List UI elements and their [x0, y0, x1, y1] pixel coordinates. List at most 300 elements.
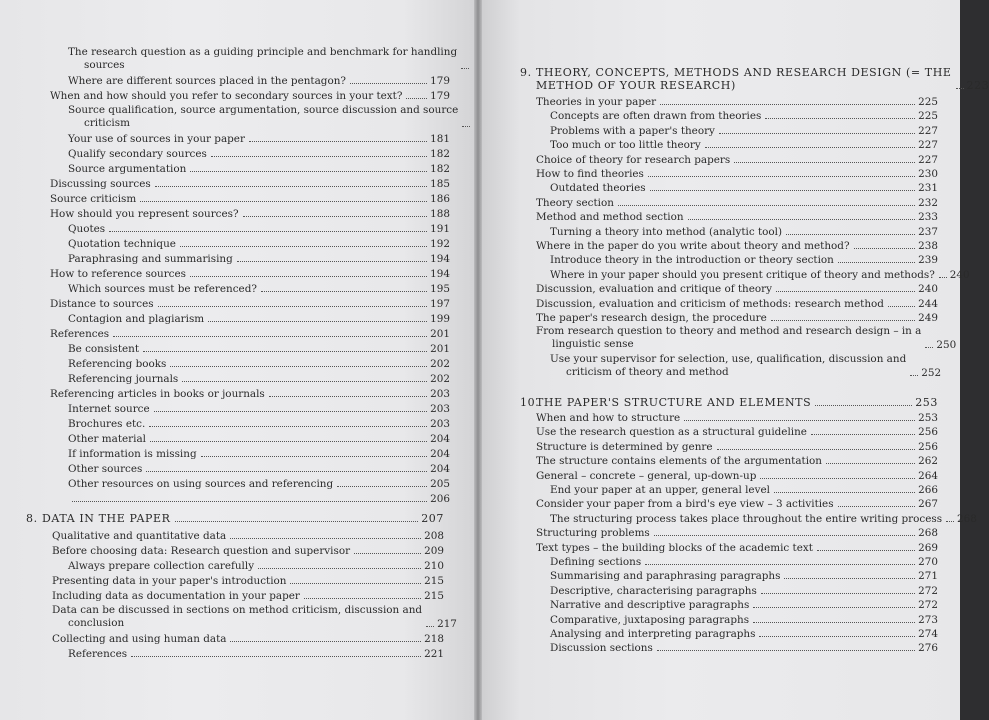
toc-entry: [50, 415, 450, 430]
toc-entry: [536, 323, 957, 352]
entry-title: [550, 484, 770, 496]
dot-leader: [910, 374, 918, 376]
page-number: 253: [918, 412, 938, 424]
entry-title: [536, 154, 730, 166]
entry-title-text: Method and method section: [536, 211, 684, 224]
entry-title-text: Analysing and interpreting paragraphs: [550, 628, 756, 640]
toc-entry: [26, 587, 444, 602]
toc-entry: [50, 145, 450, 160]
entry-title: [536, 542, 813, 554]
entry-title-text: How should you represent sources?: [50, 208, 239, 220]
entry-title-text: Always prepare collection carefully: [68, 560, 255, 572]
entry-title: [68, 648, 127, 660]
dot-leader: [888, 305, 915, 307]
entry-title-text: Including data as documentation in your paper: [52, 590, 300, 602]
dot-leader: [650, 189, 916, 191]
toc-entry: [536, 409, 938, 424]
page-number: 232: [918, 196, 938, 209]
toc-entry: [536, 611, 938, 626]
page-number: 202: [430, 358, 450, 370]
entry-title: [536, 168, 644, 180]
dot-leader: [146, 470, 427, 472]
page-number: 215: [424, 590, 444, 602]
entry-title-text: Which sources must be referenced?: [68, 283, 257, 295]
toc-entry: [536, 438, 938, 453]
toc-entry: [50, 460, 450, 475]
dot-leader: [815, 404, 912, 406]
dot-leader: [688, 218, 916, 220]
page-number: 192: [430, 238, 450, 250]
entry-title-line1: From research question to theory and method and research design – in a: [536, 325, 922, 338]
page-number: 201: [430, 328, 450, 340]
toc-entry: [50, 72, 450, 87]
page-number: 204: [430, 463, 450, 475]
entry-title: [68, 133, 245, 145]
dot-leader: [175, 520, 419, 522]
dot-leader: [140, 200, 427, 202]
page-number: 194: [430, 268, 450, 280]
page-number: 215: [424, 575, 444, 587]
entry-title: [52, 575, 286, 587]
entry-title: [550, 513, 942, 525]
entry-title-text: Contagion and plagiarism: [68, 313, 205, 325]
page-number: 204: [430, 448, 450, 460]
dot-leader: [660, 103, 915, 105]
entry-title: [50, 328, 109, 340]
entry-title-text: If information is missing: [68, 448, 197, 460]
toc-entry: [26, 542, 444, 557]
toc-entry: [50, 445, 450, 460]
dot-leader: [426, 625, 434, 627]
entry-title: [68, 418, 145, 430]
entry-title: [68, 433, 146, 445]
dot-leader: [925, 346, 933, 348]
entry-title: [536, 211, 684, 223]
dot-leader: [72, 500, 427, 502]
dot-leader: [201, 455, 428, 457]
page-number: 233: [918, 211, 938, 224]
dot-leader: [719, 132, 915, 134]
page-number: 276: [918, 642, 938, 655]
entry-title-text: Source argumentation: [68, 163, 187, 175]
entry-title-text: Discussion sections: [550, 642, 653, 655]
dot-leader: [657, 649, 915, 651]
dot-leader: [776, 290, 915, 292]
page-number: 227: [918, 139, 938, 152]
entry-title: [550, 125, 715, 137]
chapter-heading: [520, 394, 938, 409]
entry-title-text: Other material: [68, 433, 146, 445]
page-number: 231: [918, 182, 938, 195]
entry-title: [536, 441, 713, 453]
entry-title-text: Defining sections: [550, 556, 642, 568]
dot-leader: [811, 433, 915, 435]
toc-entry: [536, 208, 938, 223]
dot-leader: [817, 549, 915, 551]
entry-title: [536, 312, 767, 324]
right-page: [482, 0, 989, 720]
toc-entry: [50, 44, 458, 72]
entry-title-text: Where in the paper do you write about theory and method?: [536, 240, 850, 252]
entry-title: [68, 358, 166, 370]
page-number: 201: [430, 343, 450, 355]
page-number: 249: [918, 312, 938, 324]
entry-title-line2: METHOD OF YOUR RESEARCH): [536, 79, 736, 92]
toc-entry: [50, 102, 459, 130]
page-number: 221: [424, 648, 444, 660]
toc-entry: [536, 553, 938, 568]
entry-title-line2: criticism of theory and method: [566, 365, 729, 378]
page-number: 203: [430, 388, 450, 400]
page-number: 272: [918, 584, 938, 597]
dot-leader: [760, 477, 915, 479]
toc-entry: [50, 325, 450, 340]
dot-leader: [645, 563, 915, 565]
entry-title-text: Comparative, juxtaposing paragraphs: [550, 613, 750, 626]
toc-entry: [50, 220, 450, 235]
entry-title: [68, 75, 346, 87]
toc-entry: [26, 645, 444, 660]
entry-title-text: Paraphrasing and summarising: [68, 253, 233, 265]
page-number: 206: [430, 493, 450, 505]
toc-entry: [536, 524, 938, 539]
entry-title-line1: The research question as a guiding principle and benchmark for handling: [68, 46, 458, 58]
entry-title-text: Your use of sources in your paper: [68, 133, 245, 145]
dot-leader: [753, 606, 915, 608]
toc-entry: [536, 582, 938, 597]
page-number: 179: [430, 90, 450, 102]
entry-title: [550, 254, 834, 266]
page-number: 223: [966, 79, 989, 92]
toc-entry: [50, 87, 450, 102]
toc-entry: [50, 235, 450, 250]
toc-entry: [536, 280, 938, 295]
dot-leader: [190, 170, 427, 172]
entry-title: [50, 90, 402, 102]
page-number: 203: [430, 418, 450, 430]
entry-title-text: The structure contains elements of the argumentation: [536, 455, 823, 468]
entry-title: [536, 412, 680, 424]
toc-entry: [50, 370, 450, 385]
toc-entry: [536, 625, 938, 640]
dot-leader: [826, 462, 915, 464]
toc-entry: [536, 223, 938, 238]
page-number: 270: [918, 556, 938, 568]
toc-entry: [536, 351, 942, 379]
toc-entry: [50, 190, 450, 205]
dot-leader: [243, 215, 428, 217]
toc-entry: [50, 385, 450, 400]
page-number: 181: [430, 133, 450, 145]
toc-entry: [536, 467, 938, 482]
toc-entry: [50, 280, 450, 295]
page-number: 272: [918, 599, 938, 612]
dot-leader: [759, 635, 915, 637]
entry-title-text: Referencing articles in books or journals: [50, 388, 265, 400]
entry-title: [68, 313, 204, 325]
page-number: 218: [424, 633, 444, 645]
entry-title: [536, 96, 656, 108]
entry-title-line2: sources: [84, 59, 125, 71]
entry-title: [50, 208, 239, 220]
toc-entry: [536, 93, 938, 108]
page-number: 202: [430, 373, 450, 385]
dot-leader: [946, 520, 954, 522]
toc-entry: [536, 266, 970, 281]
page-number: 264: [918, 469, 938, 482]
entry-title: [26, 513, 171, 525]
entry-title: [52, 604, 422, 630]
toc-entry: [536, 510, 977, 525]
dot-leader: [406, 97, 427, 99]
entry-title-line2: linguistic sense: [552, 338, 634, 351]
entry-title-text: References: [68, 648, 128, 660]
page-number: 207: [421, 512, 444, 525]
page-number: 273: [918, 613, 938, 626]
page-number: 271: [918, 570, 938, 583]
entry-title: [550, 182, 646, 194]
toc-entry: [536, 237, 938, 252]
book-spine: [474, 0, 482, 720]
dot-leader: [774, 491, 915, 493]
entry-title: [68, 343, 139, 355]
page-number: 267: [918, 498, 938, 511]
entry-title-text: THE PAPER'S STRUCTURE AND ELEMENTS: [536, 396, 812, 409]
toc-entry: [536, 194, 938, 209]
dot-leader: [150, 440, 427, 442]
entry-title-text: Brochures etc.: [68, 418, 146, 430]
entry-title: [50, 388, 265, 400]
dot-leader: [784, 577, 915, 579]
page-number: 199: [430, 313, 450, 325]
entry-title: [536, 197, 614, 209]
page-number: 274: [918, 628, 938, 640]
entry-title-text: Source criticism: [50, 193, 137, 205]
entry-title-text: End your paper at an upper, general level: [550, 484, 770, 496]
entry-title-text: Turning a theory into method (analytic tool): [550, 225, 783, 238]
toc-entry: [50, 400, 450, 415]
entry-title-text: Text types – the building blocks of the academic text: [536, 541, 813, 554]
entry-title: [536, 325, 921, 351]
entry-title: [536, 426, 807, 438]
dot-leader: [618, 204, 915, 206]
dot-leader: [771, 319, 915, 321]
toc-entry: [536, 251, 938, 266]
entry-title: [536, 470, 756, 482]
entry-title-text: Where are different sources placed in the pentagon?: [68, 75, 346, 87]
dot-leader: [648, 175, 915, 177]
entry-title: [52, 545, 350, 557]
entry-title: [536, 240, 850, 252]
chapter-number: 10.: [520, 396, 540, 409]
toc-entry: [50, 475, 450, 490]
dot-leader: [143, 350, 427, 352]
toc-entry: [26, 572, 444, 587]
entry-title-text: Discussion, evaluation and criticism of methods: research method: [536, 297, 884, 310]
entry-title-text: When and how to structure: [536, 412, 681, 424]
dot-leader: [237, 260, 427, 262]
dot-leader: [838, 261, 915, 263]
page-number: 209: [424, 545, 444, 557]
entry-title: [550, 570, 780, 582]
dot-leader: [155, 185, 427, 187]
page-number: 240: [918, 283, 938, 296]
page-number: 194: [430, 253, 450, 265]
dot-leader: [131, 655, 421, 657]
toc-entry: [50, 265, 450, 280]
entry-title: [520, 397, 811, 409]
toc-entry: [536, 452, 938, 467]
dot-leader: [956, 87, 964, 89]
dot-leader: [170, 365, 427, 367]
page-number: 256: [918, 426, 938, 439]
entry-title-text: Quotation technique: [68, 238, 176, 250]
entry-title: [68, 253, 233, 265]
toc-entry: [536, 596, 938, 611]
entry-title-text: DATA IN THE PAPER: [42, 512, 171, 525]
dot-leader: [654, 534, 915, 536]
page-number: 262: [918, 455, 938, 468]
entry-title: [550, 599, 749, 611]
toc-entry: [50, 130, 450, 145]
page-number: 182: [430, 148, 450, 160]
page-number: 182: [430, 163, 450, 175]
toc-entry: [26, 557, 444, 572]
entry-title: [536, 455, 822, 467]
entry-title-text: Introduce theory in the introduction or theory section: [550, 254, 834, 267]
dot-leader: [761, 592, 915, 594]
page-number: 250: [936, 339, 957, 352]
entry-title-text: Quotes: [68, 223, 106, 235]
page-number: 188: [430, 208, 450, 220]
toc-entry: [50, 430, 450, 445]
dot-leader: [261, 290, 427, 292]
entry-title-text: The paper's research design, the procedure: [536, 312, 767, 324]
entry-title-text: Descriptive, characterising paragraphs: [550, 584, 757, 597]
entry-title-text: Be consistent: [68, 343, 140, 355]
entry-title: [68, 560, 254, 572]
entry-title: [550, 353, 906, 379]
dot-leader: [230, 537, 421, 539]
dot-leader: [149, 425, 427, 427]
dot-leader: [208, 320, 427, 322]
dot-leader: [211, 155, 427, 157]
entry-title-text: Discussing sources: [50, 178, 151, 190]
dot-leader: [109, 230, 427, 232]
entry-title-line1: THEORY, CONCEPTS, METHODS AND RESEARCH DESIGN (= THE: [536, 66, 952, 79]
entry-title-text: The structuring process takes place throughout the entire writing process: [550, 512, 943, 525]
entry-title: [50, 298, 154, 310]
entry-title-text: Qualify secondary sources: [68, 148, 207, 160]
page-number: 230: [918, 168, 938, 180]
page-number: 238: [918, 240, 938, 252]
entry-title-text: Distance to sources: [50, 298, 154, 310]
entry-title: [536, 283, 772, 295]
page-number: 244: [918, 297, 938, 310]
entry-title-text: Discussion, evaluation and critique of theory: [536, 283, 772, 296]
toc-entry: [536, 481, 938, 496]
chapter-number: 8.: [26, 512, 38, 525]
entry-title: [52, 633, 226, 645]
entry-title: [550, 585, 757, 597]
entry-title-text: How to reference sources: [50, 268, 186, 280]
dot-leader: [684, 419, 915, 421]
entry-title-text: Theory section: [536, 196, 614, 209]
toc-entry: [50, 160, 450, 175]
entry-title-line1: Data can be discussed in sections on method criticism, discussion and: [52, 604, 423, 616]
chapter-heading: [520, 64, 989, 92]
toc-entry: [536, 539, 938, 554]
entry-title: [68, 163, 186, 175]
toc-entry: [26, 602, 457, 630]
entry-title-text: Summarising and paraphrasing paragraphs: [550, 570, 781, 583]
entry-title: [68, 46, 457, 72]
page-number: 179: [430, 75, 450, 87]
page-number: 217: [437, 618, 457, 630]
page-number: 269: [918, 541, 938, 554]
page-number: 225: [918, 96, 938, 108]
entry-title: [68, 283, 257, 295]
entry-title: [550, 642, 653, 654]
page-number: 210: [424, 560, 444, 572]
entry-title: [50, 268, 186, 280]
left-page: [0, 0, 474, 720]
entry-title: [68, 478, 333, 490]
page-number: 268: [918, 527, 938, 540]
toc-entry: [50, 250, 450, 265]
toc-entry: [26, 527, 444, 542]
dot-leader: [786, 233, 915, 235]
page-number: 266: [918, 484, 938, 496]
entry-title: [52, 590, 300, 602]
toc-entry: [26, 630, 444, 645]
page-number: 256: [918, 440, 938, 453]
page-number: 191: [430, 223, 450, 235]
page-number: 237: [918, 225, 938, 238]
entry-title-line1: Use your supervisor for selection, use, qualification, discussion and: [550, 352, 907, 365]
toc-entry: [536, 165, 938, 180]
dot-leader: [249, 140, 427, 142]
entry-title: [536, 527, 650, 539]
entry-title-text: Collecting and using human data: [52, 633, 227, 645]
dot-leader: [462, 125, 470, 127]
toc-entry: [50, 490, 450, 505]
toc-entry: [536, 567, 938, 582]
entry-title-line1: Source qualification, source argumentation, source discussion and source: [68, 104, 459, 116]
dot-leader: [753, 621, 915, 623]
entry-title-text: Outdated theories: [550, 182, 646, 195]
chapter-heading: [26, 510, 444, 525]
dot-leader: [854, 247, 916, 249]
chapter-number: 9.: [520, 66, 532, 79]
dot-leader: [182, 380, 427, 382]
dot-leader: [337, 485, 427, 487]
entry-title: [68, 104, 458, 130]
dot-leader: [350, 82, 427, 84]
page-number: 208: [424, 530, 444, 542]
page-number: 205: [430, 478, 450, 490]
dot-leader: [705, 146, 915, 148]
entry-title-text: Other resources on using sources and referencing: [68, 478, 334, 490]
toc-entry: [50, 310, 450, 325]
dot-leader: [290, 582, 421, 584]
entry-title: [536, 298, 884, 310]
page-number: 240: [949, 268, 970, 281]
entry-title-text: Choice of theory for research papers: [536, 153, 731, 166]
dot-leader: [939, 276, 947, 278]
page-number: 225: [918, 110, 938, 123]
dot-leader: [269, 395, 427, 397]
